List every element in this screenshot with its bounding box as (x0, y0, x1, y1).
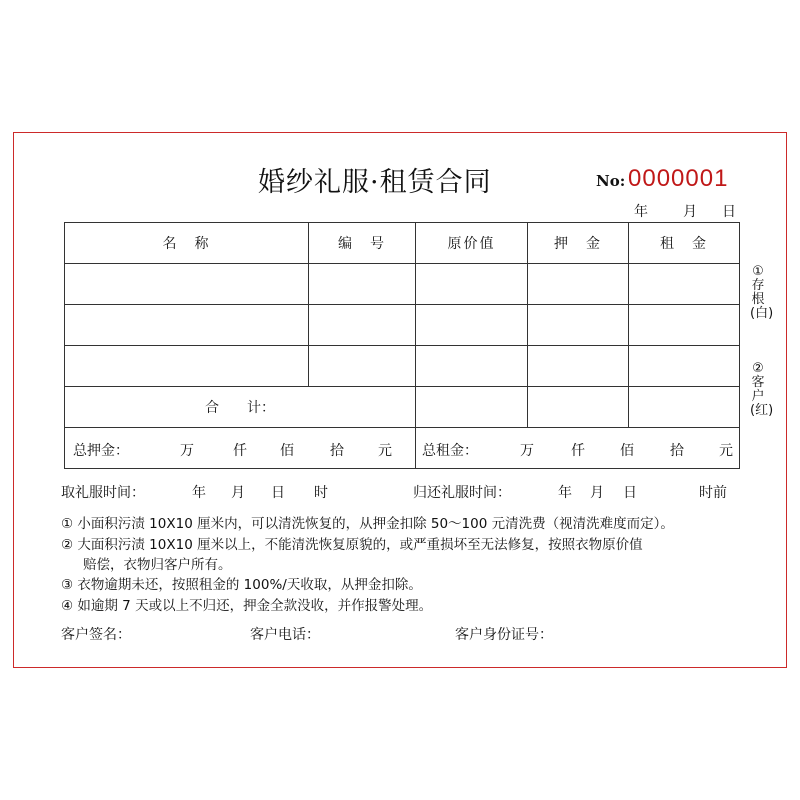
rule-2: ② 大面积污渍 10X10 厘米以上，不能清洗恢复原貌的，或严重损坏至无法修复，按照衣物原价值 (61, 537, 643, 553)
cell-value[interactable] (416, 305, 528, 346)
pickup-month: 月 (231, 485, 245, 501)
cell-code[interactable] (309, 305, 416, 346)
return-year: 年 (558, 485, 572, 501)
header-item-name: 名 称 (65, 223, 309, 264)
unit-bai: 佰 (620, 443, 634, 459)
serial-number-value: 0000001 (628, 165, 729, 192)
total-rent-label: 总租金： (422, 443, 478, 459)
unit-qian: 仟 (571, 443, 585, 459)
customer-signature-label: 客户签名： (61, 627, 131, 643)
header-rent: 租 金 (629, 223, 740, 264)
unit-qian: 仟 (233, 443, 247, 459)
unit-wan: 万 (180, 443, 194, 459)
table-row (65, 305, 740, 346)
unit-yuan: 元 (378, 443, 392, 459)
total-deposit-label: 总押金： (73, 443, 129, 459)
cell-deposit[interactable] (528, 264, 629, 305)
cell-value[interactable] (416, 346, 528, 387)
rule-2-continued: 赔偿，衣物归客户所有。 (83, 557, 232, 573)
total-deposit[interactable] (528, 387, 629, 428)
capital-amount-row (65, 428, 740, 469)
cell-name[interactable] (65, 264, 309, 305)
cell-rent[interactable] (629, 264, 740, 305)
rule-4: ④ 如逾期 7 天或以上不归还，押金全款没收，并作报警处理。 (61, 598, 433, 614)
unit-wan: 万 (520, 443, 534, 459)
cell-rent[interactable] (629, 346, 740, 387)
serial-number-label: No: (596, 172, 626, 190)
cell-code[interactable] (309, 264, 416, 305)
cell-name[interactable] (65, 305, 309, 346)
return-hour-before: 时前 (699, 485, 727, 501)
total-rent[interactable] (629, 387, 740, 428)
date-year-label: 年 (634, 204, 648, 220)
total-label-cell (65, 387, 416, 428)
rule-1: ① 小面积污渍 10X10 厘米内，可以清洗恢复的，从押金扣除 50～100 元清洗费（视清洗难度而定）。 (61, 516, 674, 532)
header-item-code: 编 号 (309, 223, 416, 264)
pickup-hour: 时 (314, 485, 328, 501)
table-header-row (65, 223, 740, 264)
header-original-value: 原价值 (416, 223, 528, 264)
total-value[interactable] (416, 387, 528, 428)
cell-name[interactable] (65, 346, 309, 387)
customer-id-label: 客户身份证号： (455, 627, 553, 643)
return-day: 日 (623, 485, 637, 501)
cell-value[interactable] (416, 264, 528, 305)
total-deposit-capital-cell[interactable] (65, 428, 416, 469)
copy-customer-label: ②客户(红) (750, 361, 774, 418)
total-rent-capital-cell[interactable] (416, 428, 740, 469)
return-time-label: 归还礼服时间： (413, 485, 511, 501)
copy-stub-label: ①存根(白) (750, 264, 774, 321)
header-deposit: 押 金 (528, 223, 629, 264)
date-day-label: 日 (722, 204, 736, 220)
cell-deposit[interactable] (528, 305, 629, 346)
table-row (65, 346, 740, 387)
unit-shi: 拾 (330, 443, 344, 459)
pickup-time-label: 取礼服时间： (61, 485, 145, 501)
unit-yuan: 元 (719, 443, 733, 459)
return-month: 月 (590, 485, 604, 501)
unit-shi: 拾 (670, 443, 684, 459)
pickup-day: 日 (271, 485, 285, 501)
customer-phone-label: 客户电话： (250, 627, 320, 643)
date-month-label: 月 (683, 204, 697, 220)
total-row (65, 387, 740, 428)
unit-bai: 佰 (280, 443, 294, 459)
cell-deposit[interactable] (528, 346, 629, 387)
rental-items-table (64, 222, 740, 469)
table-row (65, 264, 740, 305)
cell-code[interactable] (309, 346, 416, 387)
contract-title: 婚纱礼服·租赁合同 (258, 167, 492, 198)
rule-3: ③ 衣物逾期未还，按照租金的 100%/天收取，从押金扣除。 (61, 577, 422, 593)
total-label: 合 计： (205, 400, 275, 416)
pickup-year: 年 (192, 485, 206, 501)
cell-rent[interactable] (629, 305, 740, 346)
